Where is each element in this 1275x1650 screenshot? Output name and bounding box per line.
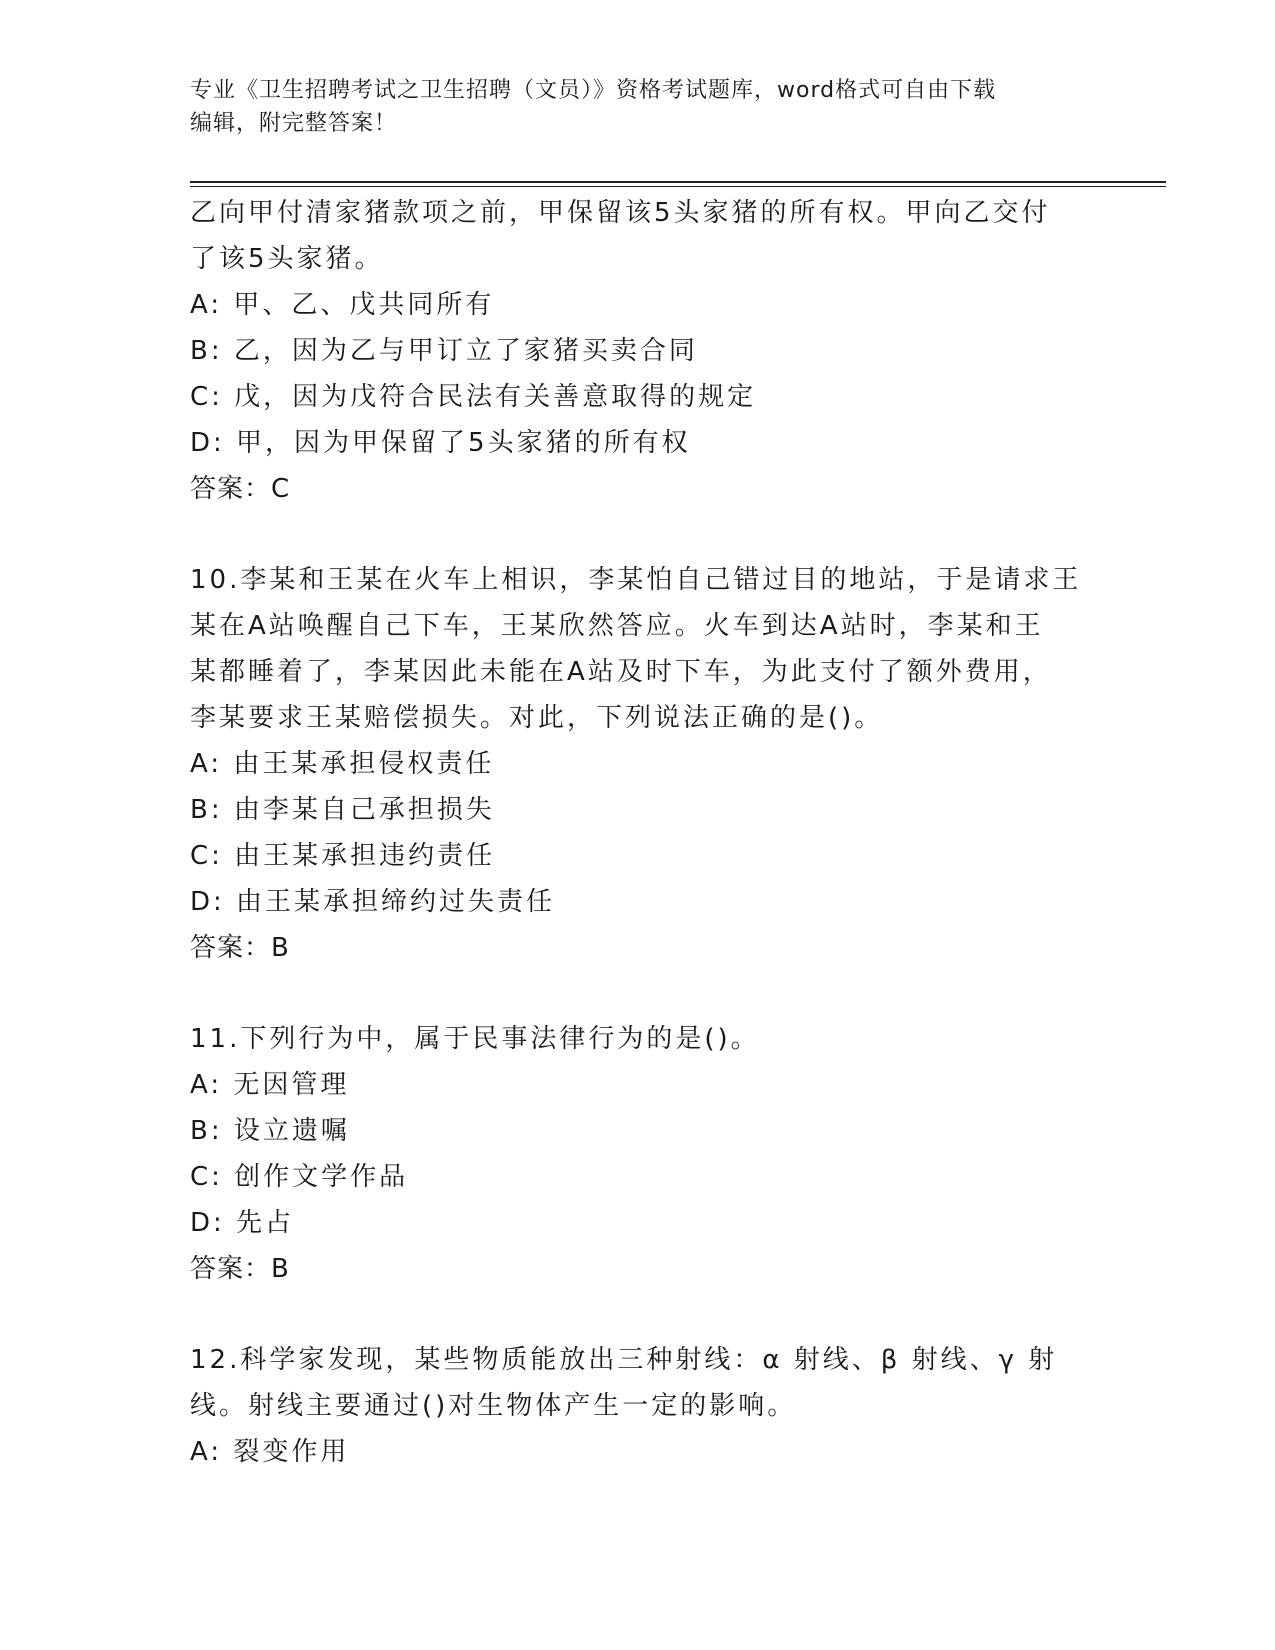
question-stem-line: 了该5头家猪。 [190,244,384,274]
option-b: B: 由李某自己承担损失 [190,795,495,825]
option-d: D: 由王某承担缔约过失责任 [190,887,556,917]
answer-line: 答案：C [190,474,291,504]
question-stem-line: 12.科学家发现，某些物质能放出三种射线：α 射线、β 射线、γ 射 [190,1345,1058,1375]
question-stem-line: 李某要求王某赔偿损失。对此，下列说法正确的是()。 [190,703,884,733]
question-stem-line: 某都睡着了，李某因此未能在A站及时下车，为此支付了额外费用， [190,657,1052,687]
question-list [190,190,1090,1475]
answer-line: 答案：B [190,933,290,963]
question-10 [190,557,1090,971]
question-stem-line: 10.李某和王某在火车上相识，李某怕自己错过目的地站，于是请求王 [190,565,1082,595]
question-stem-line: 某在A站唤醒自己下车，王某欣然答应。火车到达A站时，李某和王 [190,611,1044,641]
option-a: A: 无因管理 [190,1070,350,1100]
answer-line: 答案：B [190,1254,290,1284]
option-b: B: 乙，因为乙与甲订立了家猪买卖合同 [190,336,698,366]
header-divider-thin [190,186,1166,187]
header-line-1: 专业《卫生招聘考试之卫生招聘（文员）》资格考试题库，word格式可自由下载 [190,78,997,103]
option-d: D: 甲，因为甲保留了5头家猪的所有权 [190,428,691,458]
option-c: C: 戊，因为戊符合民法有关善意取得的规定 [190,382,757,412]
header-divider-thick [190,181,1166,183]
question-12 [190,1337,1090,1475]
question-11 [190,1016,1090,1292]
option-d: D: 先占 [190,1208,295,1238]
question-stem-line: 11.下列行为中，属于民事法律行为的是()。 [190,1024,760,1054]
option-a: A: 由王某承担侵权责任 [190,749,495,779]
option-b: B: 设立遗嘱 [190,1116,350,1146]
question-stem-line: 线。射线主要通过()对生物体产生一定的影响。 [190,1391,797,1421]
question-stem-line: 乙向甲付清家猪款项之前，甲保留该5头家猪的所有权。甲向乙交付 [190,198,1051,228]
option-a: A: 甲、乙、戊共同所有 [190,290,495,320]
header-line-2: 编辑，附完整答案！ [190,111,398,136]
document-header [190,74,1090,140]
option-a: A: 裂变作用 [190,1437,350,1467]
question-9 [190,190,1090,512]
option-c: C: 创作文学作品 [190,1162,409,1192]
option-c: C: 由王某承担违约责任 [190,841,496,871]
